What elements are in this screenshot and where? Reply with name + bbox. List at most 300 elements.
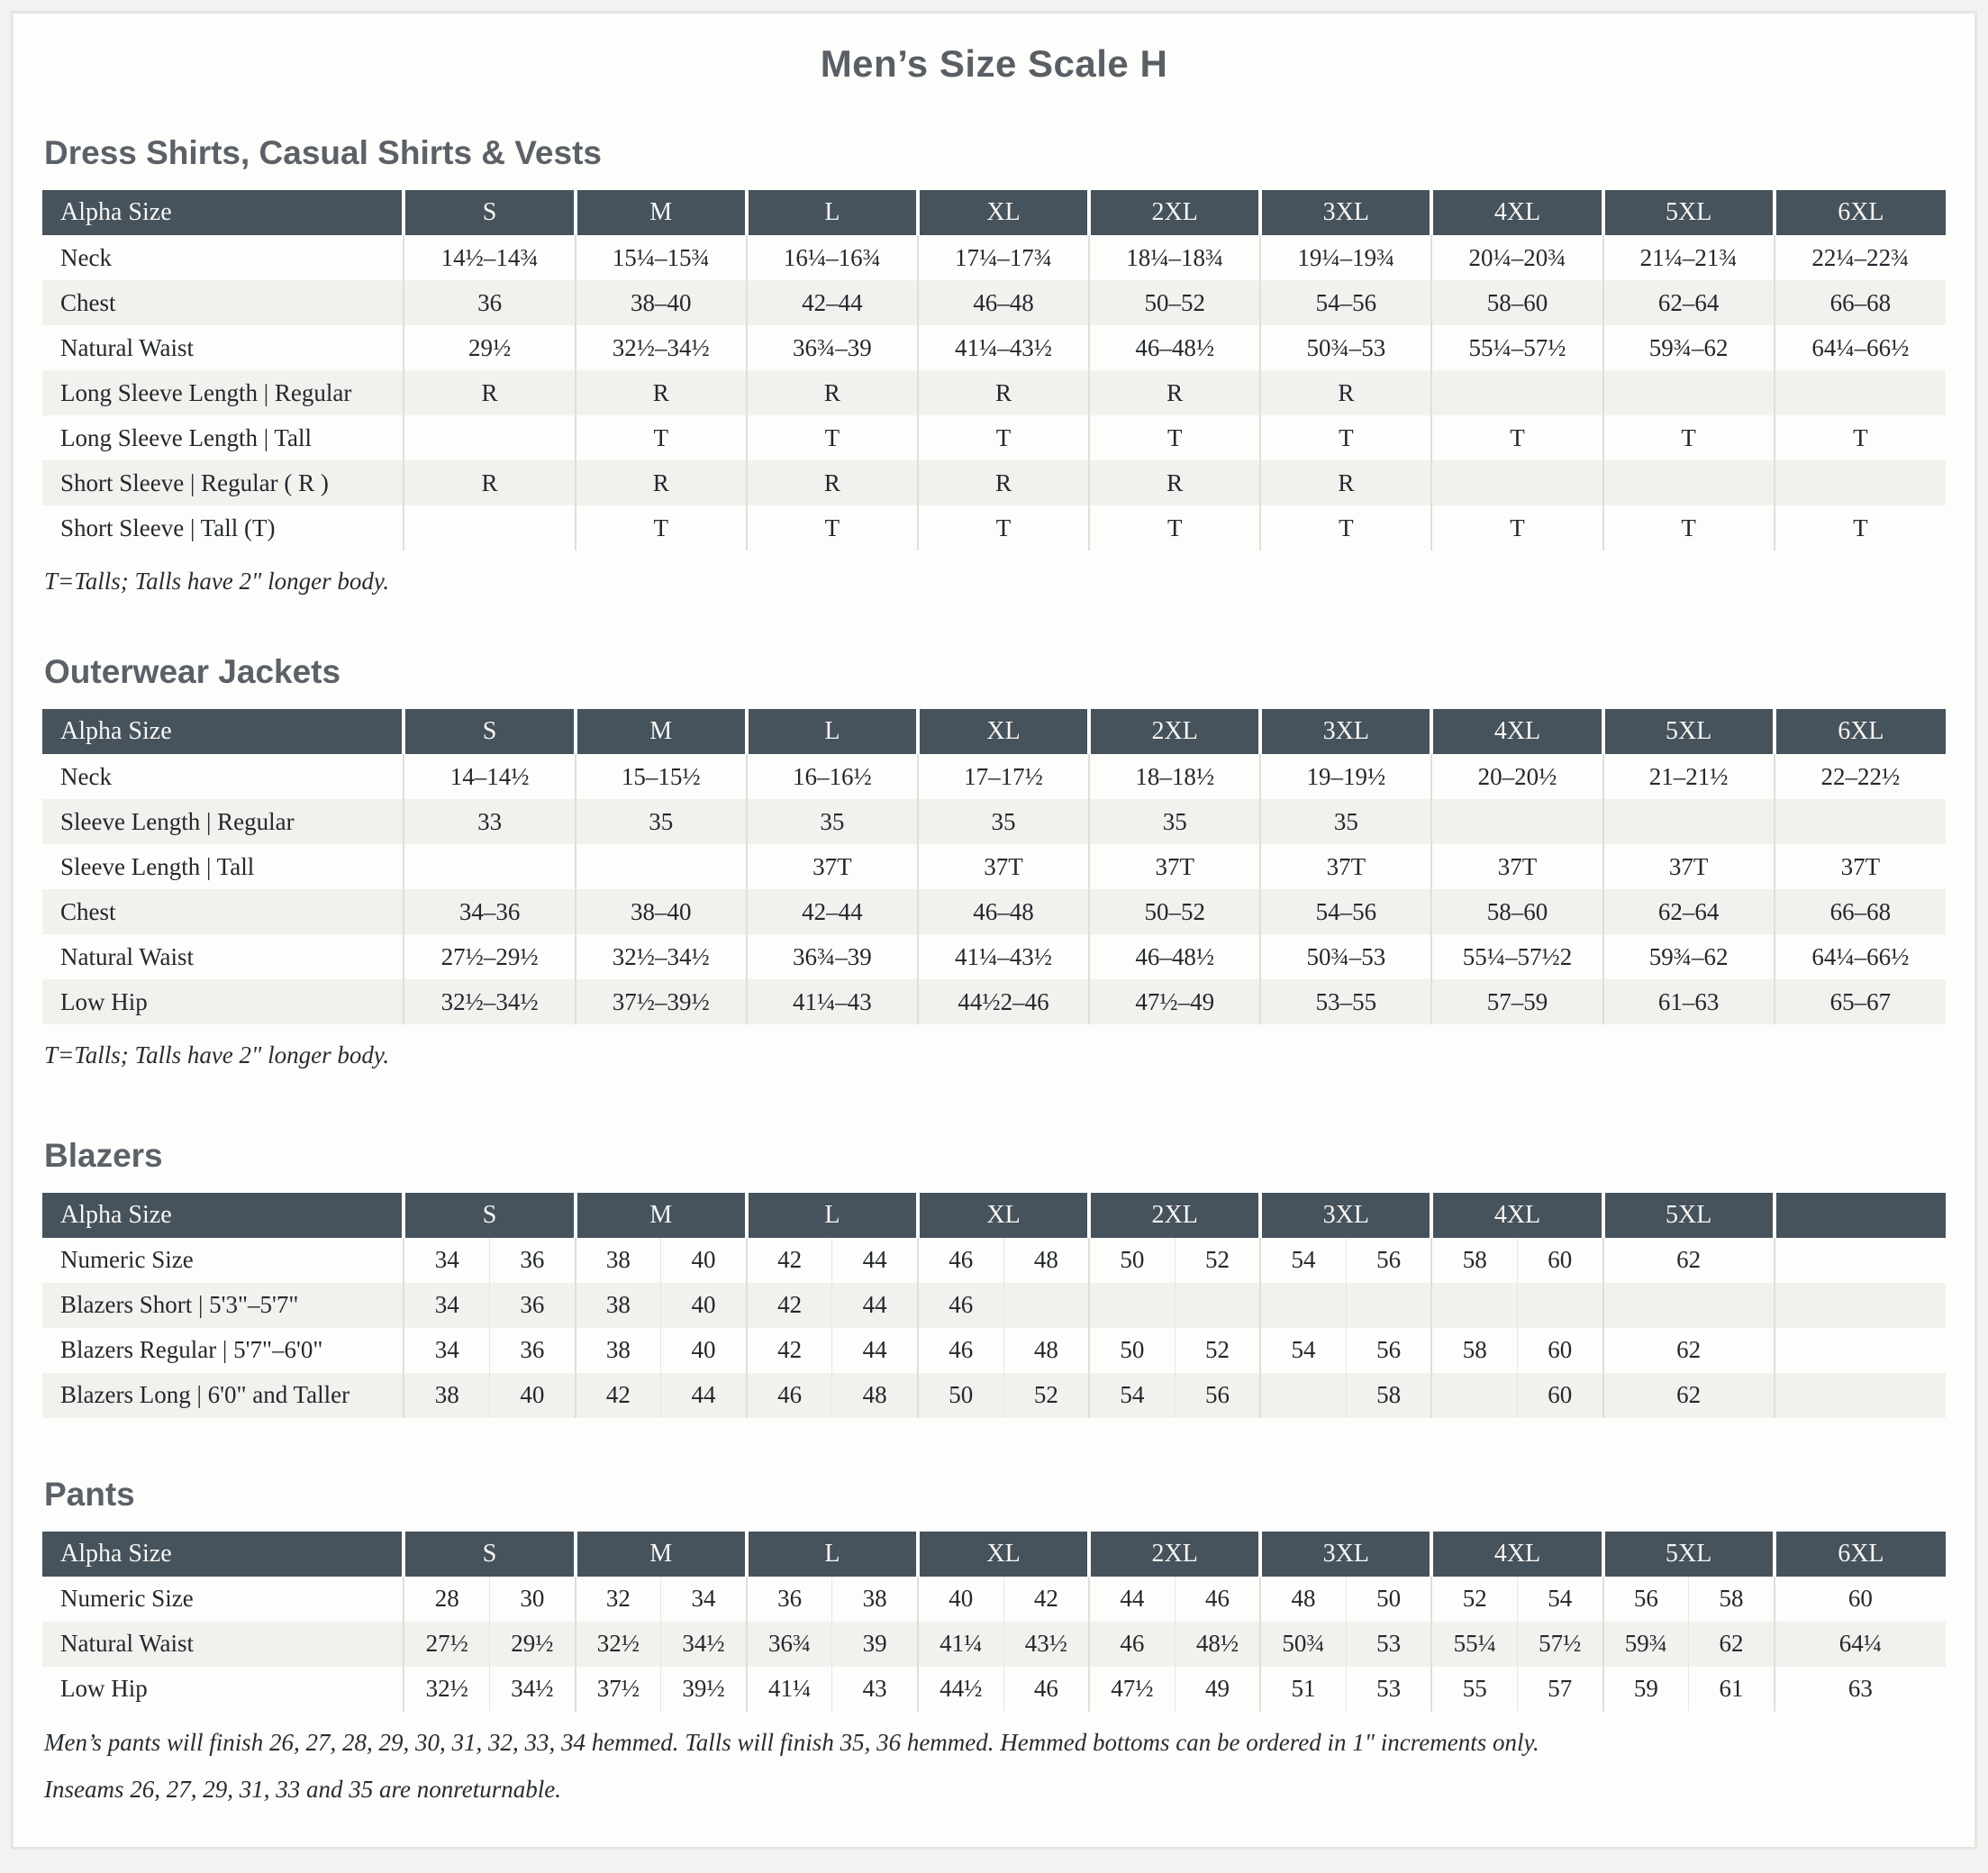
size-cell [576,844,747,889]
size-cell: 36 [747,1577,832,1622]
size-cell [1089,1283,1175,1328]
size-cell: 46–48½ [1089,325,1260,370]
size-cell: 47½–49 [1089,979,1260,1024]
size-cell: 37T [1260,844,1431,889]
size-cell: 43 [832,1667,918,1712]
size-cell: 58 [1346,1373,1431,1418]
size-cell: 62 [1603,1328,1775,1373]
size-cell: 16¼–16¾ [747,235,918,280]
size-cell: R [918,370,1089,415]
size-cell [1003,1283,1089,1328]
size-cell: T [1260,415,1431,460]
size-cell [404,415,575,460]
size-cell: 44 [832,1238,918,1283]
size-cell: 38 [576,1238,661,1283]
size-cell: 64¼–66½ [1775,325,1946,370]
section-heading: Dress Shirts, Casual Shirts & Vests [44,134,602,171]
size-cell: 56 [1175,1373,1260,1418]
size-cell: 50¾–53 [1260,325,1431,370]
size-cell: 38–40 [576,280,747,325]
size-cell: 59¾–62 [1603,325,1775,370]
size-cell: 66–68 [1775,889,1946,934]
table-row [42,934,1946,979]
size-section [42,134,1946,597]
row-label: Natural Waist [42,325,404,370]
table-body [42,235,1946,550]
sections-container [42,134,1946,1806]
size-cell: 54 [1518,1577,1603,1622]
size-section [42,1476,1946,1806]
size-cell: 29½ [404,325,575,370]
size-cell: 55¼–57½2 [1431,934,1602,979]
size-cell: R [1260,460,1431,505]
size-cell: R [404,460,575,505]
size-cell: 42 [576,1373,661,1418]
column-header: S [404,190,575,235]
size-cell: 22–22½ [1775,754,1946,799]
size-cell: 44½ [918,1667,1003,1712]
size-cell: 17–17½ [918,754,1089,799]
table-row [42,415,1946,460]
size-cell [1603,370,1775,415]
size-cell: 64¼–66½ [1775,934,1946,979]
size-cell: 57 [1518,1667,1603,1712]
size-cell: 14–14½ [404,754,575,799]
size-cell: R [576,460,747,505]
column-header: L [747,709,918,754]
row-label: Blazers Regular | 5'7"–6'0" [42,1328,404,1373]
size-cell: 19¼–19¾ [1260,235,1431,280]
size-cell: R [404,370,575,415]
table-row [42,370,1946,415]
size-cell: 62 [1603,1373,1775,1418]
row-label: Chest [42,889,404,934]
size-cell: 39½ [661,1667,747,1712]
size-cell: 37T [1775,844,1946,889]
column-header [1775,1193,1946,1238]
column-header: 4XL [1431,709,1602,754]
column-header: XL [918,709,1089,754]
size-cell: 46 [1003,1667,1089,1712]
table-head [42,1532,1946,1577]
row-label: Sleeve Length | Tall [42,844,404,889]
size-cell [1775,1328,1946,1373]
row-label: Natural Waist [42,934,404,979]
size-cell: T [918,505,1089,550]
size-cell: 27½ [404,1622,489,1667]
size-cell: 38 [404,1373,489,1418]
size-cell [1518,1283,1603,1328]
size-cell: 43½ [1003,1622,1089,1667]
size-cell: 37½ [576,1667,661,1712]
size-cell: 36 [404,280,575,325]
size-cell: 34½ [490,1667,576,1712]
size-cell: 46–48½ [1089,934,1260,979]
size-cell: 35 [918,799,1089,844]
size-cell: T [747,415,918,460]
size-cell: T [1431,505,1602,550]
column-header: L [747,1193,918,1238]
size-cell: 44 [832,1283,918,1328]
size-cell: 30 [490,1577,576,1622]
size-cell: 35 [1089,799,1260,844]
size-cell: 37T [1089,844,1260,889]
label-column-header: Alpha Size [42,190,404,235]
row-label: Short Sleeve | Tall (T) [42,505,404,550]
size-cell: 54 [1260,1238,1346,1283]
column-header: L [747,1532,918,1577]
column-header: 3XL [1260,1532,1431,1577]
size-cell: 37½–39½ [576,979,747,1024]
size-cell: 38 [576,1328,661,1373]
row-label: Sleeve Length | Regular [42,799,404,844]
column-header: M [576,709,747,754]
size-cell: 37T [1431,844,1602,889]
table-row [42,235,1946,280]
size-cell: T [1775,415,1946,460]
table-note: Inseams 26, 27, 29, 31, 33 and 35 are nonreturnable. [44,1776,561,1804]
size-cell: R [1089,460,1260,505]
column-header: S [404,709,575,754]
table-row [42,799,1946,844]
size-cell: 58–60 [1431,280,1602,325]
size-cell: 48 [1260,1577,1346,1622]
size-cell: 53–55 [1260,979,1431,1024]
column-header: XL [918,1193,1089,1238]
size-cell: 33 [404,799,575,844]
table-row [42,754,1946,799]
table-row [42,979,1946,1024]
size-cell: 34 [404,1283,489,1328]
column-header: 5XL [1603,1532,1775,1577]
size-cell [404,844,575,889]
size-cell: 37T [918,844,1089,889]
column-header: L [747,190,918,235]
size-cell: 59¾ [1603,1622,1689,1667]
size-cell [1775,370,1946,415]
size-cell: 35 [576,799,747,844]
size-cell: 61–63 [1603,979,1775,1024]
row-label: Chest [42,280,404,325]
size-cell: 46 [1089,1622,1175,1667]
size-cell: 32½–34½ [576,934,747,979]
page-title: Men’s Size Scale H [820,42,1168,85]
size-cell: T [576,505,747,550]
size-cell [1431,1373,1517,1418]
size-cell: 44 [661,1373,747,1418]
size-cell: 36¾–39 [747,325,918,370]
size-cell: T [1603,415,1775,460]
size-cell: 50¾ [1260,1622,1346,1667]
size-cell: 50 [1089,1328,1175,1373]
size-cell: 53 [1346,1667,1431,1712]
label-column-header: Alpha Size [42,709,404,754]
row-label: Low Hip [42,1667,404,1712]
size-cell: 18¼–18¾ [1089,235,1260,280]
table-body [42,1577,1946,1712]
size-section [42,653,1946,1071]
column-header: 2XL [1089,709,1260,754]
row-label: Short Sleeve | Regular ( R ) [42,460,404,505]
column-header: 6XL [1775,709,1946,754]
size-cell: 60 [1518,1238,1603,1283]
size-cell: 59¾–62 [1603,934,1775,979]
column-header: 3XL [1260,190,1431,235]
row-label: Long Sleeve Length | Regular [42,370,404,415]
size-cell: 34 [404,1328,489,1373]
size-cell: 34½ [661,1622,747,1667]
page [11,11,1977,1850]
size-cell: 41¼–43½ [918,934,1089,979]
size-cell: 60 [1518,1373,1603,1418]
size-cell [1775,1238,1946,1283]
size-cell: 50¾–53 [1260,934,1431,979]
size-cell: 58–60 [1431,889,1602,934]
size-cell: 36¾ [747,1622,832,1667]
row-label: Blazers Long | 6'0" and Taller [42,1373,404,1418]
size-cell: 46 [918,1238,1003,1283]
size-cell: 52 [1003,1373,1089,1418]
size-cell: 35 [1260,799,1431,844]
size-cell: 58 [1431,1328,1517,1373]
header-row [42,709,1946,754]
size-cell: R [576,370,747,415]
size-cell: 15¼–15¾ [576,235,747,280]
column-header: 4XL [1431,190,1602,235]
size-cell [1775,1283,1946,1328]
header-row [42,1193,1946,1238]
row-label: Long Sleeve Length | Tall [42,415,404,460]
size-cell: 37T [1603,844,1775,889]
size-cell: 41¼ [747,1667,832,1712]
size-cell: 54–56 [1260,280,1431,325]
size-cell: 29½ [490,1622,576,1667]
size-cell: 42–44 [747,889,918,934]
size-cell: 28 [404,1577,489,1622]
size-cell: 40 [661,1328,747,1373]
size-cell: 42 [747,1283,832,1328]
size-cell: 53 [1346,1622,1431,1667]
size-cell: 46 [1175,1577,1260,1622]
size-cell: 55¼–57½ [1431,325,1602,370]
size-cell: 22¼–22¾ [1775,235,1946,280]
size-cell [1431,799,1602,844]
size-cell: 54 [1089,1373,1175,1418]
column-header: S [404,1193,575,1238]
column-header: 5XL [1603,1193,1775,1238]
label-column-header: Alpha Size [42,1532,404,1577]
size-cell [1775,799,1946,844]
size-cell: 27½–29½ [404,934,575,979]
size-cell: 32½ [576,1622,661,1667]
size-cell: 50 [918,1373,1003,1418]
column-header: XL [918,1532,1089,1577]
size-cell: 40 [490,1373,576,1418]
column-header: 3XL [1260,1193,1431,1238]
table-head [42,1193,1946,1238]
column-header: 2XL [1089,190,1260,235]
table-row [42,460,1946,505]
size-cell: 39 [832,1622,918,1667]
size-cell [1175,1283,1260,1328]
size-cell: 16–16½ [747,754,918,799]
size-cell [1775,460,1946,505]
size-cell: 34 [404,1238,489,1283]
row-label: Neck [42,754,404,799]
size-cell: R [918,460,1089,505]
size-cell: 66–68 [1775,280,1946,325]
size-cell: 14½–14¾ [404,235,575,280]
size-cell: 21¼–21¾ [1603,235,1775,280]
table-row [42,1283,1946,1328]
column-header: 5XL [1603,190,1775,235]
column-header: S [404,1532,575,1577]
size-cell: 54 [1260,1328,1346,1373]
size-cell: 52 [1175,1238,1260,1283]
size-cell: 48 [1003,1328,1089,1373]
size-cell: 46–48 [918,280,1089,325]
column-header: M [576,1532,747,1577]
size-cell [1431,460,1602,505]
size-cell: 55 [1431,1667,1517,1712]
size-cell: T [1089,415,1260,460]
size-cell: 44 [832,1328,918,1373]
size-cell: 56 [1603,1577,1689,1622]
size-cell: 41¼ [918,1622,1003,1667]
size-cell: 52 [1431,1577,1517,1622]
size-cell: 42–44 [747,280,918,325]
size-cell: R [747,460,918,505]
size-cell: T [1603,505,1775,550]
size-cell: 36 [490,1328,576,1373]
table-row [42,844,1946,889]
size-cell: 41¼–43½ [918,325,1089,370]
size-cell [1431,1283,1517,1328]
size-cell: 42 [747,1328,832,1373]
size-cell: T [747,505,918,550]
column-header: M [576,1193,747,1238]
size-cell: T [1775,505,1946,550]
size-cell [1603,460,1775,505]
size-section [42,1137,1946,1418]
size-cell: R [1089,370,1260,415]
size-cell: 38 [832,1577,918,1622]
row-label: Numeric Size [42,1238,404,1283]
column-header: 2XL [1089,1532,1260,1577]
size-cell: 60 [1518,1328,1603,1373]
size-cell: 63 [1775,1667,1946,1712]
table-body [42,754,1946,1024]
size-cell: 37T [747,844,918,889]
size-cell: 18–18½ [1089,754,1260,799]
size-cell: T [1260,505,1431,550]
size-cell: 32½–34½ [576,325,747,370]
size-cell: 20–20½ [1431,754,1602,799]
size-cell [1260,1373,1346,1418]
size-cell: 58 [1431,1238,1517,1283]
size-cell [404,505,575,550]
row-label: Low Hip [42,979,404,1024]
size-cell: 49 [1175,1667,1260,1712]
size-cell: 42 [1003,1577,1089,1622]
table-note: T=Talls; Talls have 2" longer body. [44,1041,390,1069]
column-header: 5XL [1603,709,1775,754]
table-row [42,1577,1946,1622]
size-cell: 54–56 [1260,889,1431,934]
size-cell: 40 [661,1283,747,1328]
table-row [42,325,1946,370]
table-note: Men’s pants will finish 26, 27, 28, 29, 30, 31, 32, 33, 34 hemmed. Talls will finish 35, 36 hemmed. Hemmed bottoms can be ordered in 1" increments only. [44,1728,1539,1756]
size-cell [1431,370,1602,415]
size-cell: 64¼ [1775,1622,1946,1667]
size-cell: 51 [1260,1667,1346,1712]
size-cell: 48 [832,1373,918,1418]
table-row [42,1373,1946,1418]
size-cell: 57–59 [1431,979,1602,1024]
size-cell: 48 [1003,1238,1089,1283]
table-note: T=Talls; Talls have 2" longer body. [44,568,390,595]
table-body [42,1238,1946,1418]
size-cell: 35 [747,799,918,844]
size-cell: 36¾–39 [747,934,918,979]
column-header: 2XL [1089,1193,1260,1238]
size-cell [1603,1283,1775,1328]
size-cell: 50–52 [1089,889,1260,934]
size-cell [1775,1373,1946,1418]
column-header: 4XL [1431,1193,1602,1238]
size-cell: 41¼–43 [747,979,918,1024]
header-row [42,1532,1946,1577]
size-cell: 47½ [1089,1667,1175,1712]
size-cell: 50–52 [1089,280,1260,325]
size-table [42,1193,1946,1418]
size-cell: 46 [918,1328,1003,1373]
table-row [42,1667,1946,1712]
column-header: 6XL [1775,190,1946,235]
size-cell: 20¼–20¾ [1431,235,1602,280]
size-cell: 60 [1775,1577,1946,1622]
size-cell: 62–64 [1603,889,1775,934]
size-cell: 62 [1689,1622,1775,1667]
size-cell [1603,799,1775,844]
size-cell [1260,1283,1346,1328]
size-cell: 34 [661,1577,747,1622]
section-heading: Pants [44,1475,135,1513]
size-cell: T [1089,505,1260,550]
size-cell: 52 [1175,1328,1260,1373]
size-cell: 46 [918,1283,1003,1328]
size-cell: 36 [490,1238,576,1283]
table-row [42,889,1946,934]
table-row [42,280,1946,325]
row-label: Natural Waist [42,1622,404,1667]
size-cell: 34–36 [404,889,575,934]
size-cell: T [576,415,747,460]
size-cell: 36 [490,1283,576,1328]
size-cell: 48½ [1175,1622,1260,1667]
size-cell: 50 [1089,1238,1175,1283]
size-cell: T [918,415,1089,460]
size-cell: 15–15½ [576,754,747,799]
size-cell: 17¼–17¾ [918,235,1089,280]
size-cell: 56 [1346,1238,1431,1283]
size-cell: 38 [576,1283,661,1328]
size-cell: 46 [747,1373,832,1418]
header-row [42,190,1946,235]
size-cell: 40 [661,1238,747,1283]
size-cell: 42 [747,1238,832,1283]
table-row [42,1622,1946,1667]
